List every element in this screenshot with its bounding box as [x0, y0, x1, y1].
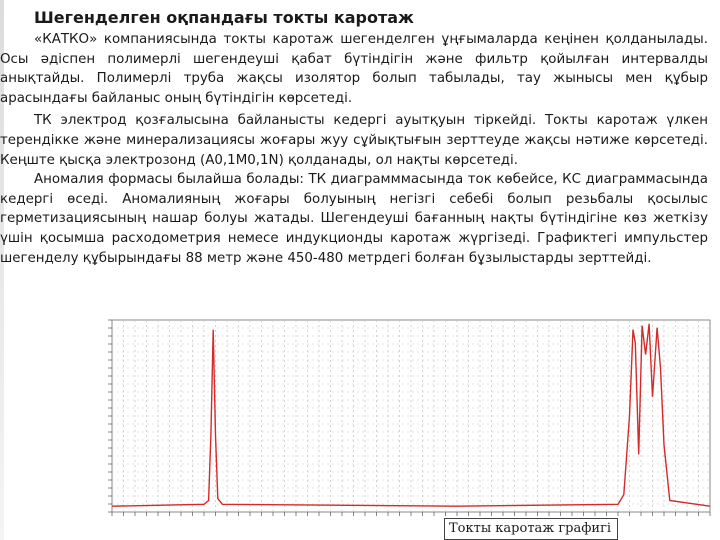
current-log-chart: [84, 316, 716, 524]
chart-svg: [84, 316, 716, 524]
slide-title: Шегенделген оқпандағы токты каротаж: [34, 8, 414, 27]
paragraph-2: ТК электрод қозғалысына байланысты кедергі ауытқуын тіркейді. Токты каротаж үлкен терендікке және минерализациясы жоғары жуу сұйықтығын зерттеуде жақсы нәтиже көрсетеді. Кеңште қысқа электрозонд (А0,1М0,1N) қолданады, ол нақты көрсетеді.: [0, 113, 708, 168]
slide-body: [0, 30, 708, 268]
paragraph-3: Аномалия формасы былайша болады: ТК диаграмммасында ток көбейсе, КС диаграммасында кедергі өседі. Аномалияның жоғары болуының негізгі себебі болып резьбалы қосылыс герметизациясының нашар болуы жатады. Шегендеуші бағанның нақты бүтіндігіне көз жеткізу үшін қосымша расходометрия немесе индукционды каротаж жүргізеді. Графиктегі импульстер шегенделу құбырындағы 88 метр және 450-480 метрдегі болған бұзылыстарды зерттейді.: [0, 172, 708, 266]
paragraph-1: «КАТКО» компаниясында токты каротаж шегенделген ұңғымаларда кеңінен қолданылады. Осы әдіспен полимерлі шегендеуші қабат бүтіндігін және фильтр қойылған интервалды анықтайды. Полимерлі труба жақсы изолятор болып табылады, тау жынысы мен құбыр арасындағы байланыс оның бүтіндігін көрсетеді.: [0, 32, 708, 106]
chart-caption: Токты каротаж графигі: [444, 518, 618, 540]
